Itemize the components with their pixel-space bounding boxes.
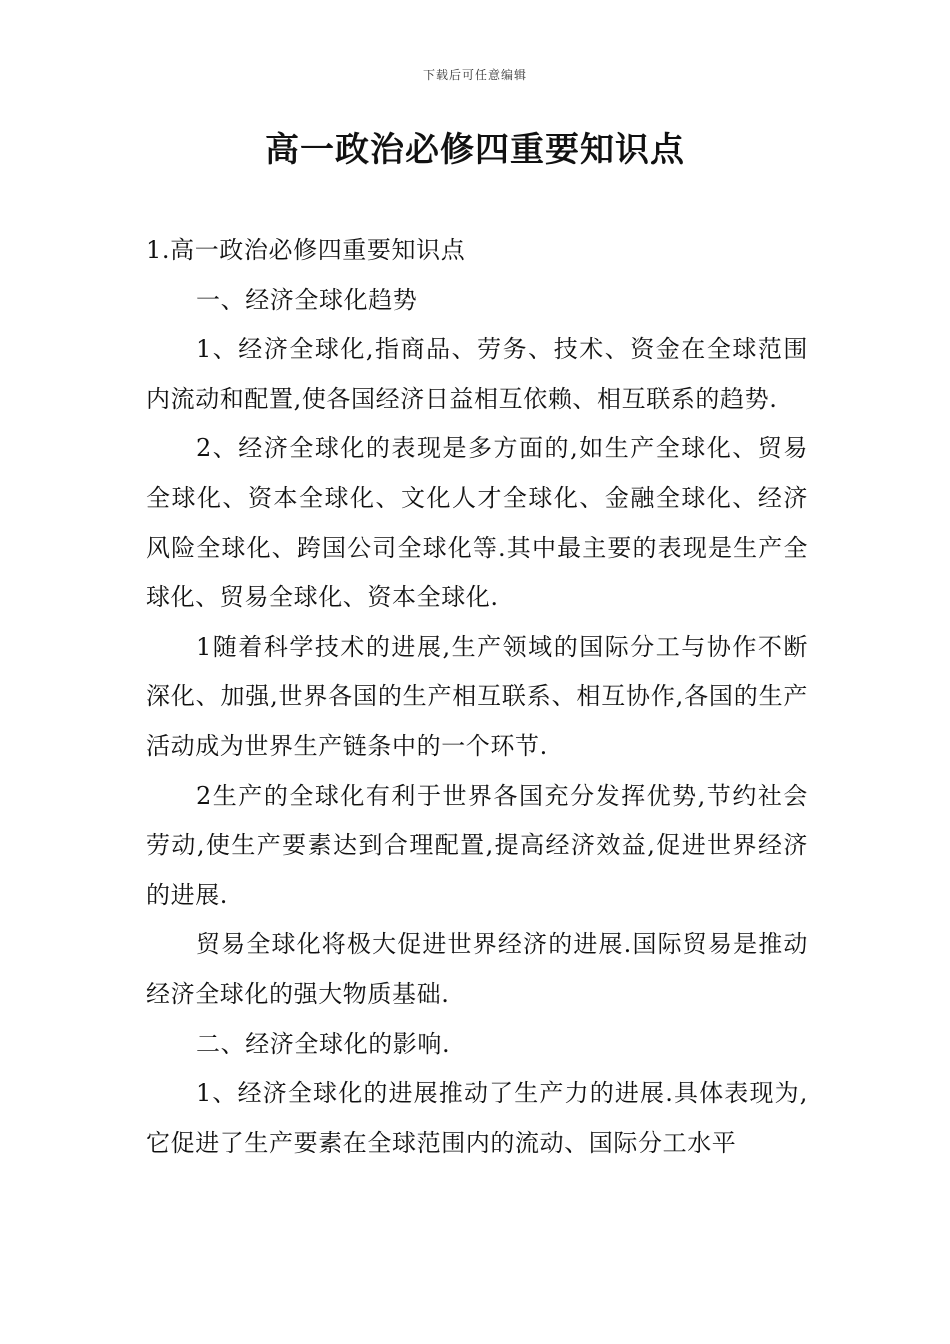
document-title: 高一政治必修四重要知识点 bbox=[265, 130, 685, 170]
document-body bbox=[146, 226, 808, 1168]
paragraph: 1、经济全球化,指商品、劳务、技术、资金在全球范围内流动和配置,使各国经济日益相互依赖、相互联系的趋势. bbox=[146, 335, 808, 413]
paragraph: 1、经济全球化的进展推动了生产力的进展.具体表现为,它促进了生产要素在全球范围内的流动、国际分工水平 bbox=[146, 1079, 808, 1157]
paragraph: 2、经济全球化的表现是多方面的,如生产全球化、贸易全球化、资本全球化、文化人才全球化、金融全球化、经济风险全球化、跨国公司全球化等.其中最主要的表现是生产全球化、贸易全球化、资本全球化. bbox=[146, 434, 808, 612]
paragraph: 一、经济全球化趋势 bbox=[196, 285, 418, 314]
header-note: 下载后可任意编辑 bbox=[422, 68, 527, 82]
paragraph: 二、经济全球化的影响. bbox=[196, 1029, 451, 1058]
paragraph: 1随着科学技术的进展,生产领域的国际分工与协作不断深化、加强,世界各国的生产相互联系、相互协作,各国的生产活动成为世界生产链条中的一个环节. bbox=[146, 632, 808, 760]
paragraph: 1.高一政治必修四重要知识点 bbox=[146, 236, 466, 264]
paragraph: 贸易全球化将极大促进世界经济的进展.国际贸易是推动经济全球化的强大物质基础. bbox=[146, 930, 808, 1008]
paragraph: 2生产的全球化有利于世界各国充分发挥优势,节约社会劳动,使生产要素达到合理配置,提高经济效益,促进世界经济的进展. bbox=[146, 781, 808, 909]
